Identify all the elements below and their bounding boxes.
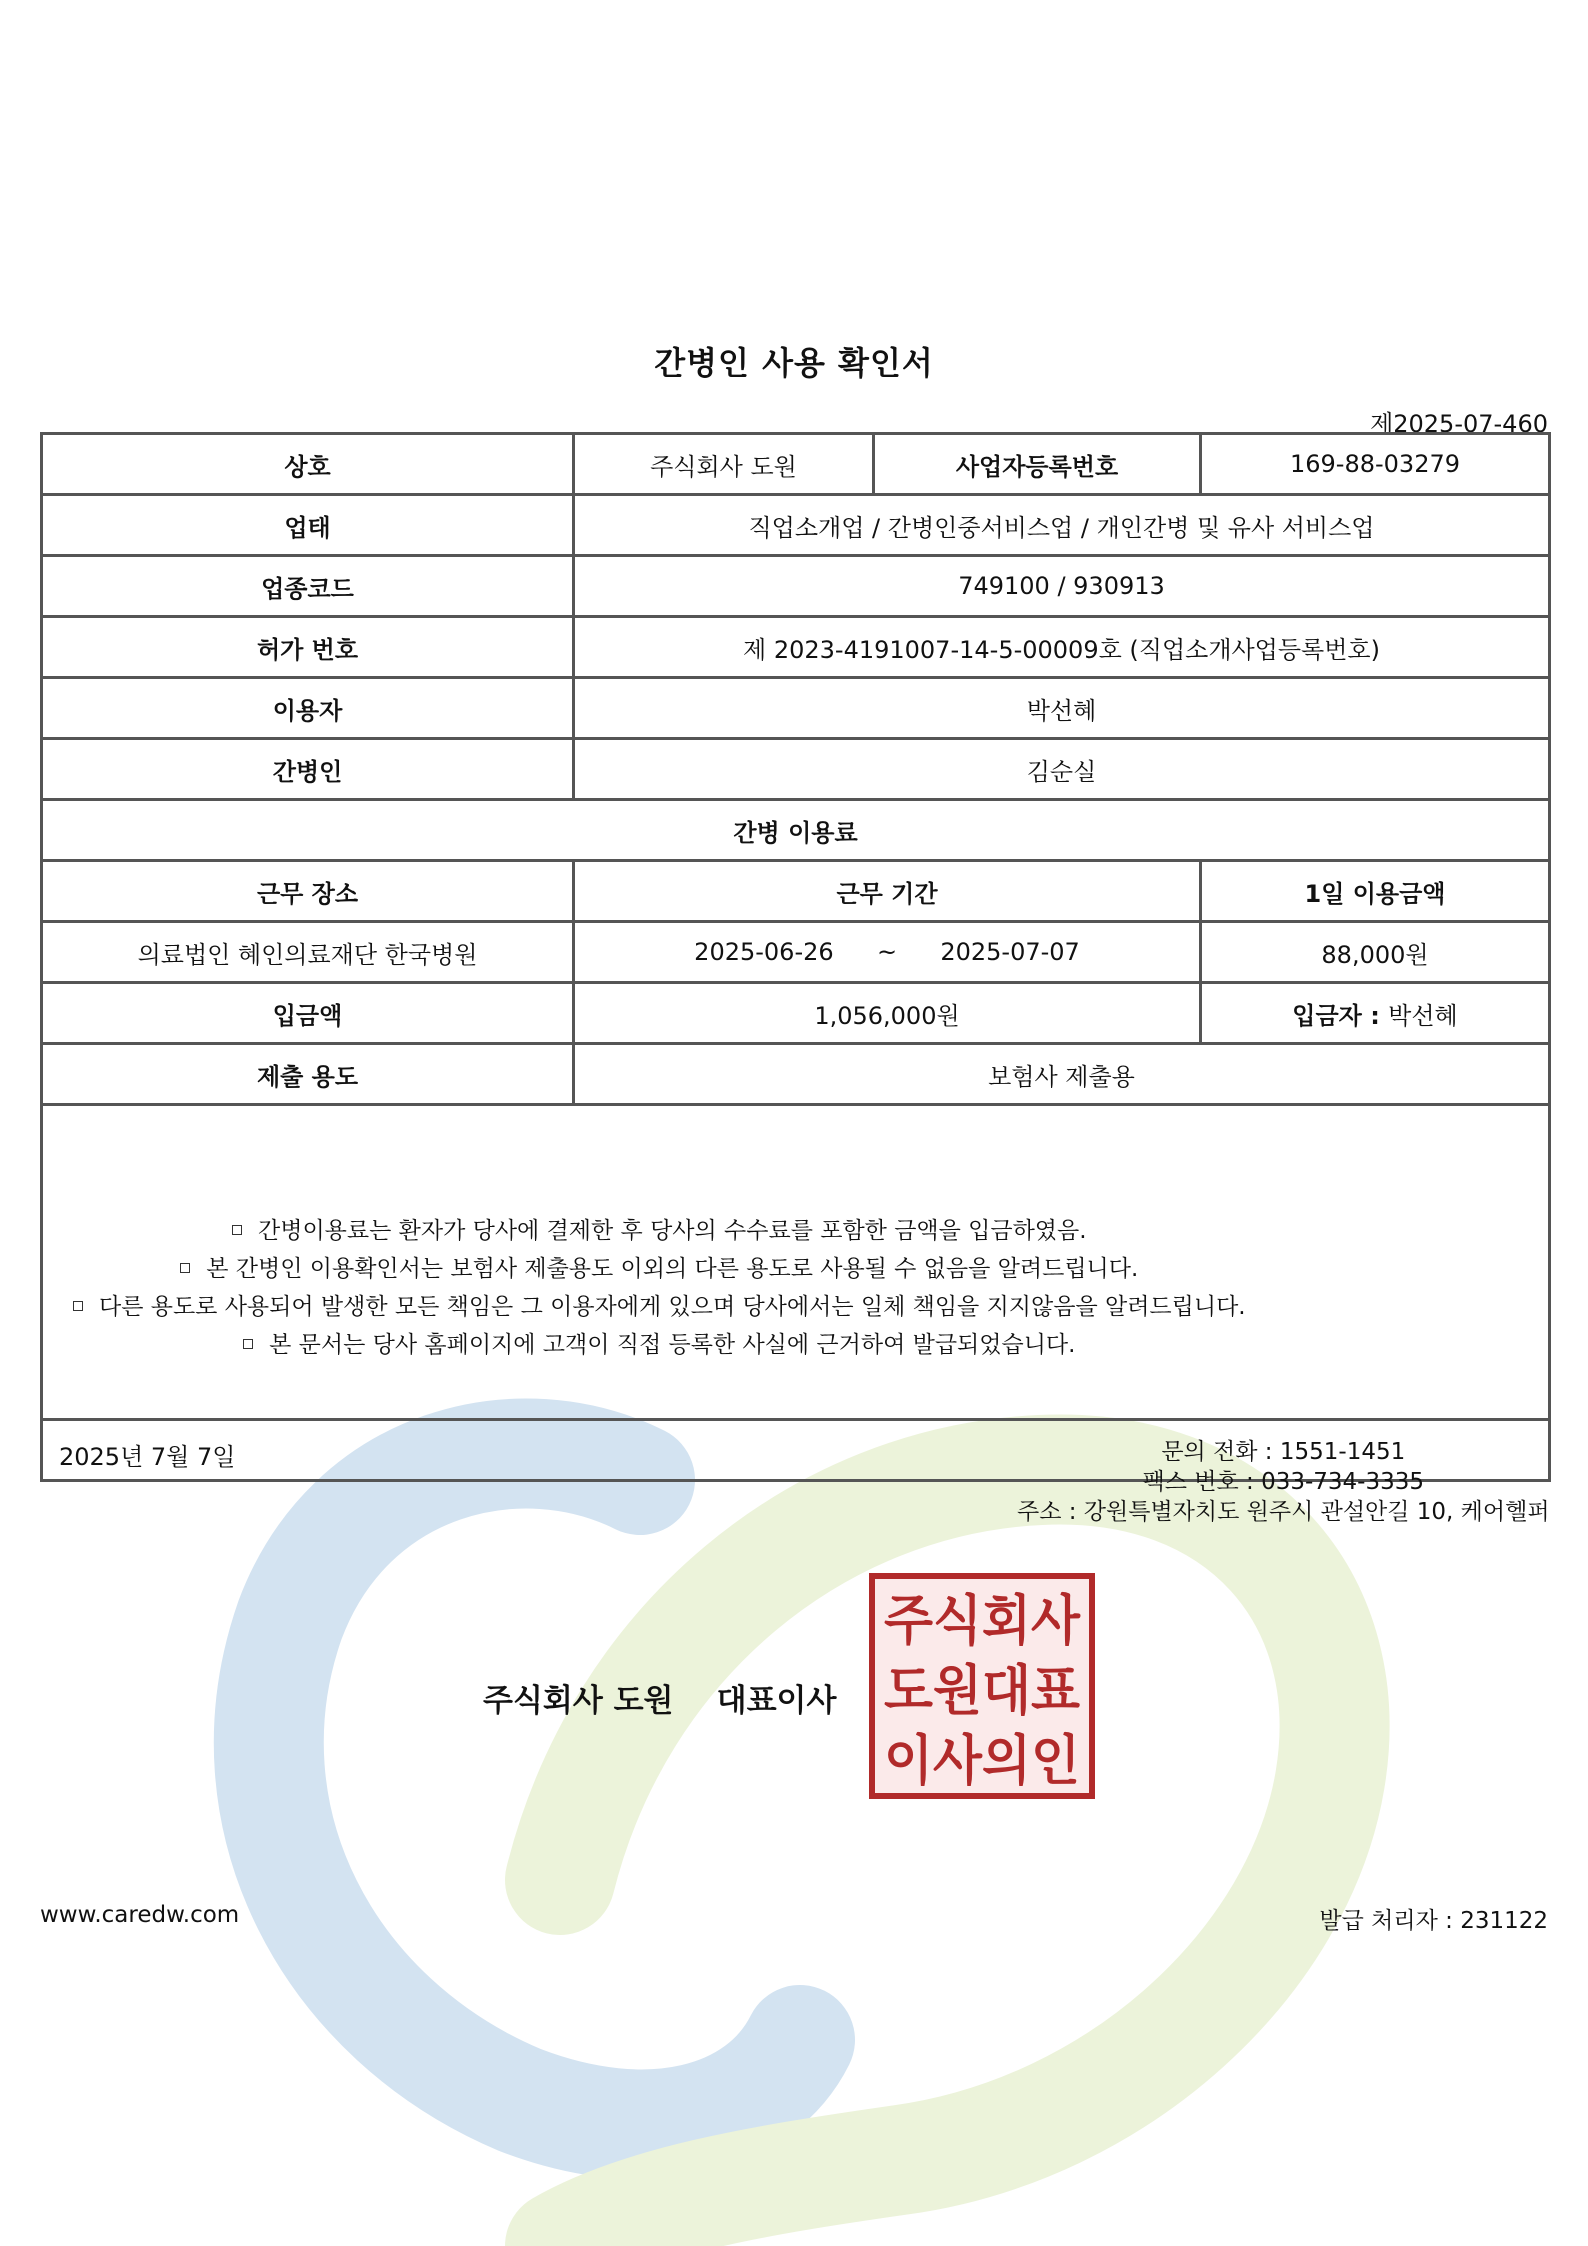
signer-name: 주식회사 도원 대표이사 (483, 1683, 837, 1719)
issuer-id: 발급 처리자 : 231122 (1319, 1908, 1548, 1934)
square-bullet-icon (243, 1339, 253, 1349)
row-industry-code (42, 556, 1550, 617)
label-purpose: 제출 용도 (42, 1044, 574, 1105)
note-item: 본 문서는 당사 홈페이지에 고객이 직접 등록한 사실에 근거하여 발급되었습니다. (73, 1326, 1246, 1364)
fee-section-title: 간병 이용료 (42, 800, 1550, 861)
period-end: 2025-07-07 (940, 938, 1080, 966)
work-place: 의료법인 혜인의료재단 한국병원 (42, 922, 574, 983)
deposit-amount: 1,056,000원 (574, 983, 1201, 1044)
website-url: www.caredw.com (40, 1902, 240, 1928)
square-bullet-icon (180, 1263, 190, 1273)
industry-code: 749100 / 930913 (574, 556, 1550, 617)
seal-line-2: 도원대표 (884, 1659, 1080, 1722)
label-license-number: 허가 번호 (42, 617, 574, 678)
document-title: 간병인 사용 확인서 (654, 344, 934, 382)
purpose: 보험사 제출용 (574, 1044, 1550, 1105)
label-business-type: 업태 (42, 495, 574, 556)
label-user: 이용자 (42, 678, 574, 739)
row-notes (42, 1105, 1550, 1420)
document-number: 제2025-07-460 (1370, 410, 1548, 438)
confirmation-table (40, 432, 1551, 1792)
depositor-cell (1201, 983, 1550, 1044)
label-industry-code: 업종코드 (42, 556, 574, 617)
row-caregiver (42, 739, 1550, 800)
caregiver-name: 김순실 (574, 739, 1550, 800)
depositor-name: 박선혜 (1388, 1001, 1458, 1030)
row-license (42, 617, 1550, 678)
square-bullet-icon (232, 1225, 242, 1235)
seal-line-3: 이사의인 (884, 1729, 1080, 1792)
label-deposit: 입금액 (42, 983, 574, 1044)
company-name: 주식회사 도원 (574, 434, 874, 495)
row-deposit (42, 983, 1550, 1044)
row-fee-headers (42, 861, 1550, 922)
row-fee-section (42, 800, 1550, 861)
contact-phone: 문의 전화 : 1551-1451 (1161, 1439, 1406, 1465)
notes-list (73, 1212, 1246, 1364)
notes-cell (42, 1105, 1550, 1420)
row-footer (42, 1420, 1550, 1481)
label-work-period: 근무 기간 (574, 861, 1201, 922)
row-business-type (42, 495, 1550, 556)
note-item: 간병이용료는 환자가 당사에 결제한 후 당사의 수수료를 포함한 금액을 입금하였음. (73, 1212, 1246, 1250)
label-company-name: 상호 (42, 434, 574, 495)
row-fee-values (42, 922, 1550, 983)
period-start: 2025-06-26 (694, 938, 834, 966)
issue-date: 2025년 7월 7일 (59, 1443, 236, 1471)
work-period (574, 922, 1201, 983)
company-seal-stamp (869, 1573, 1095, 1799)
license-number: 제 2023-4191007-14-5-00009호 (직업소개사업등록번호) (574, 617, 1550, 678)
label-daily-amount: 1일 이용금액 (1201, 861, 1550, 922)
daily-amount: 88,000원 (1201, 922, 1550, 983)
seal-line-1: 주식회사 (884, 1589, 1081, 1652)
contact-info (1017, 1437, 1550, 1527)
row-user (42, 678, 1550, 739)
business-type: 직업소개업 / 간병인중서비스업 / 개인간병 및 유사 서비스업 (574, 495, 1550, 556)
depositor-separator: : (1361, 1001, 1389, 1030)
row-purpose (42, 1044, 1550, 1105)
label-registration-number: 사업자등록번호 (874, 434, 1201, 495)
footer-cell (42, 1420, 1550, 1792)
row-company (42, 434, 1550, 495)
contact-address: 주소 : 강원특별자치도 원주시 관설안길 10, 케어헬퍼 (1017, 1499, 1550, 1525)
period-separator: ~ (876, 938, 898, 966)
user-name: 박선혜 (574, 678, 1550, 739)
square-bullet-icon (73, 1301, 83, 1311)
registration-number: 169-88-03279 (1201, 434, 1550, 495)
note-item: 다른 용도로 사용되어 발생한 모든 책임은 그 이용자에게 있으며 당사에서는 일체 책임을 지지않음을 알려드립니다. (73, 1288, 1246, 1326)
note-item: 본 간병인 이용확인서는 보험사 제출용도 이외의 다른 용도로 사용될 수 없음을 알려드립니다. (73, 1250, 1246, 1288)
label-caregiver: 간병인 (42, 739, 574, 800)
label-depositor: 입금자 (1292, 1001, 1362, 1030)
label-work-place: 근무 장소 (42, 861, 574, 922)
contact-fax: 팩스 번호 : 033-734-3335 (1142, 1469, 1425, 1495)
